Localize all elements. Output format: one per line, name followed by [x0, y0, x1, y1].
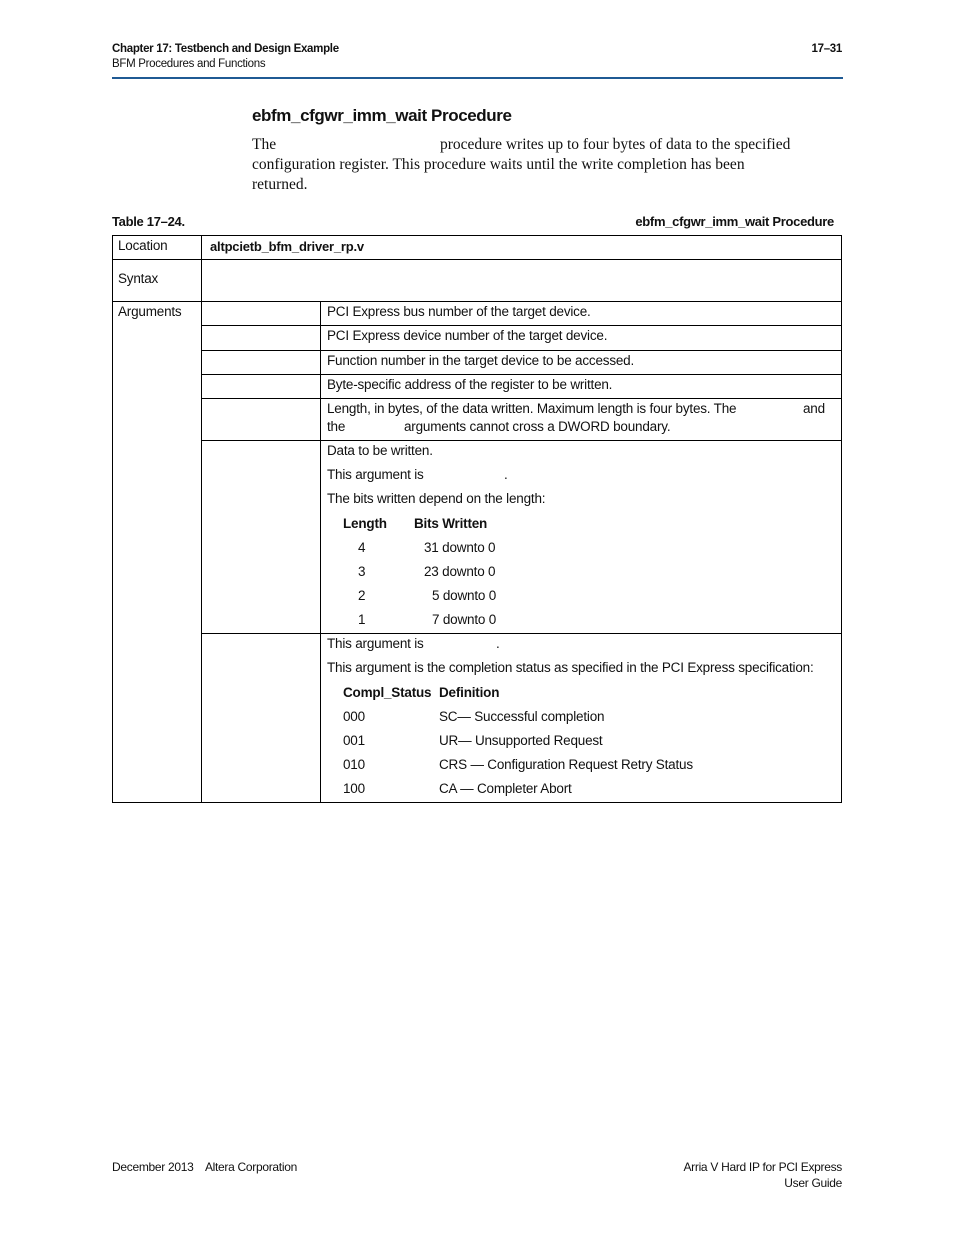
arg-function-desc: Function number in the target device to be accessed. [327, 353, 635, 368]
length-row-len: 2 [358, 588, 366, 603]
row-line-arg-4 [201, 398, 842, 399]
table-col-divider-1 [201, 235, 202, 803]
row-line-arg-1 [201, 325, 842, 326]
length-row-bits: 31 downto 0 [424, 540, 496, 555]
arg-data-desc-line2: This argument is [327, 467, 424, 482]
footer-product: Arria V Hard IP for PCI Express [683, 1160, 842, 1174]
table-border-top [112, 235, 842, 236]
status-subtable-header-definition: Definition [439, 685, 500, 700]
length-subtable-header-length: Length [343, 516, 387, 531]
status-row-code: 001 [343, 733, 365, 748]
length-row-len: 4 [358, 540, 366, 555]
location-value: altpcietb_bfm_driver_rp.v [210, 239, 364, 254]
section-title: ebfm_cfgwr_imm_wait Procedure [252, 106, 512, 125]
row-line-arg-2 [201, 350, 842, 351]
row-line-arg-6 [201, 633, 842, 634]
status-row-definition: SC— Successful completion [439, 709, 605, 724]
arg-bus-desc: PCI Express bus number of the target device. [327, 304, 591, 319]
arg-status-desc-line1: This argument is [327, 636, 424, 651]
intro-line-3: returned. [252, 176, 308, 193]
status-row-definition: CA — Completer Abort [439, 781, 572, 796]
row-line-arg-3 [201, 374, 842, 375]
running-header-section: BFM Procedures and Functions [112, 58, 266, 70]
status-row-definition: CRS — Configuration Request Retry Status [439, 757, 693, 772]
header-rule [112, 77, 843, 79]
location-label: Location [118, 238, 168, 253]
status-subtable-header-code: Compl_Status [343, 685, 432, 700]
intro-line-2: configuration register. This procedure waits until the write completion has been [252, 156, 745, 173]
procedure-table [112, 235, 842, 803]
arg-data-desc-line2-end: . [504, 467, 508, 482]
syntax-label: Syntax [118, 271, 159, 286]
arg-status-desc-line2: This argument is the completion status as specified in the PCI Express specification: [327, 660, 814, 675]
length-row-len: 1 [358, 612, 366, 627]
page-number: 17–31 [811, 43, 842, 55]
footer-date-company: December 2013 Altera Corporation [112, 1160, 297, 1174]
arg-status-desc-line1-end: . [496, 636, 500, 651]
status-row-code: 100 [343, 781, 365, 796]
arg-data-desc-line3: The bits written depend on the length: [327, 491, 546, 506]
table-col-divider-2 [320, 301, 321, 803]
intro-line-1-end: procedure writes up to four bytes of data to the specified [440, 136, 791, 153]
length-row-bits: 7 downto 0 [432, 612, 497, 627]
arg-length-desc-line2: arguments cannot cross a DWORD boundary. [404, 419, 671, 434]
arg-length-desc-line1: Length, in bytes, of the data written. Maximum length is four bytes. The [327, 401, 737, 416]
arg-device-desc: PCI Express device number of the target device. [327, 328, 608, 343]
running-header-chapter: Chapter 17: Testbench and Design Example [112, 43, 339, 55]
intro-line-1 [252, 135, 842, 155]
arguments-label: Arguments [118, 304, 182, 319]
arg-address-desc: Byte-specific address of the register to be written. [327, 377, 613, 392]
length-subtable-header-bits: Bits Written [414, 516, 488, 531]
table-caption-title: ebfm_cfgwr_imm_wait Procedure [635, 214, 834, 229]
row-line-arg-5 [201, 440, 842, 441]
table-caption-number: Table 17–24. [112, 214, 185, 229]
row-line-syntax [112, 301, 842, 302]
arg-length-desc-and: and [803, 401, 825, 416]
status-row-definition: UR— Unsupported Request [439, 733, 603, 748]
intro-line-1-start: The [252, 136, 277, 153]
table-border-right [841, 235, 842, 803]
length-row-len: 3 [358, 564, 366, 579]
intro-paragraph [252, 135, 842, 195]
status-row-code: 000 [343, 709, 365, 724]
arg-length-desc-the: the [327, 419, 346, 434]
table-border-bottom [112, 802, 842, 803]
length-row-bits: 23 downto 0 [424, 564, 496, 579]
status-row-code: 010 [343, 757, 365, 772]
row-line-location [112, 259, 842, 260]
length-row-bits: 5 downto 0 [432, 588, 497, 603]
footer-doc-type: User Guide [784, 1176, 842, 1190]
arg-data-desc-line1: Data to be written. [327, 443, 433, 458]
table-border-left [112, 235, 113, 803]
